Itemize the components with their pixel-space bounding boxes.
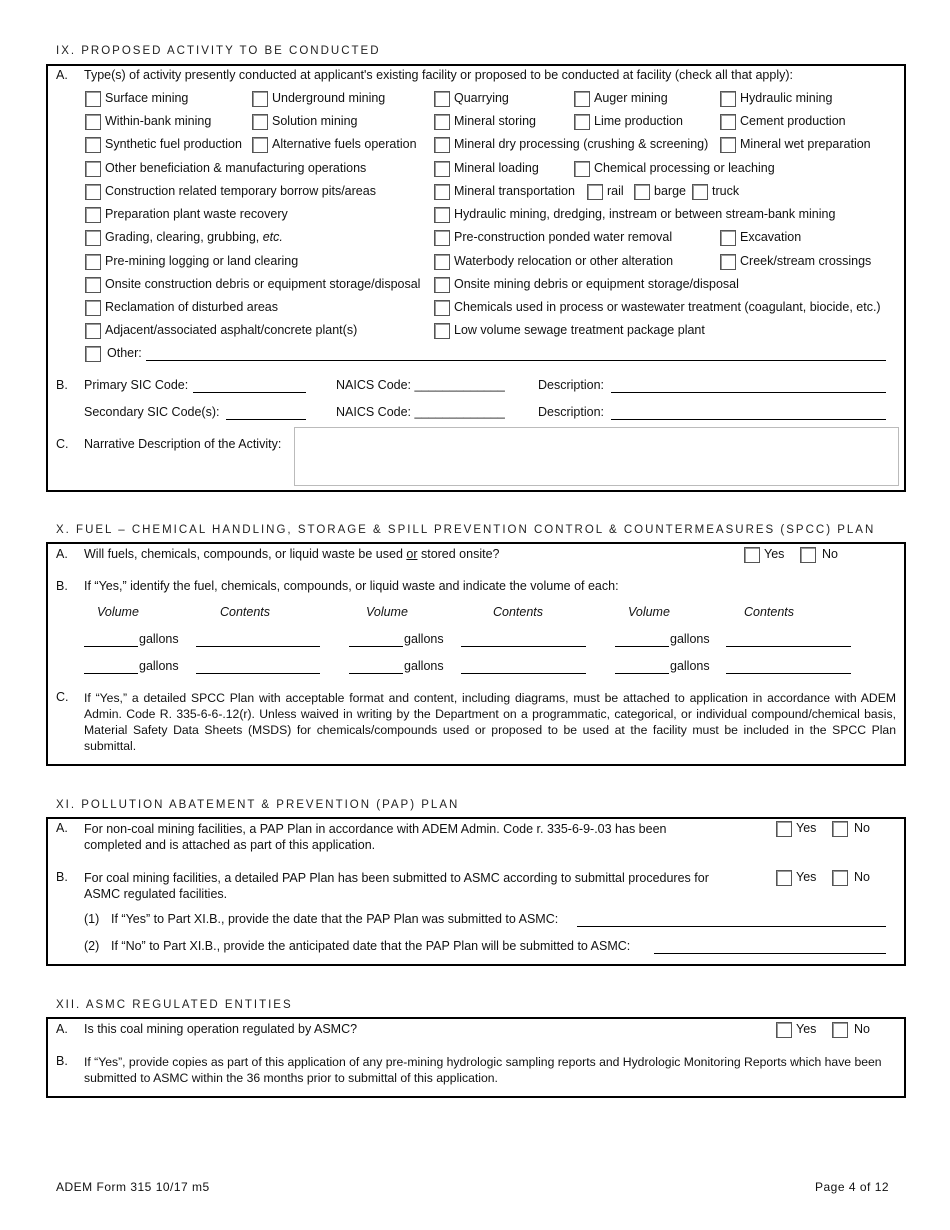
fuels-onsite-question [84,547,500,561]
quarrying-label: Quarrying [454,91,509,105]
contents-input[interactable] [196,673,320,674]
onsite-mining-label: Onsite mining debris or equipment storage/disposal [454,277,739,291]
page-number: Page 4 of 12 [815,1180,890,1194]
lime-production-checkbox[interactable] [574,114,590,130]
primary-sic-input[interactable] [193,392,306,393]
fuels-identify-text: If “Yes,” identify the fuel, chemicals, compounds, or liquid waste and indicate the volume of each: [84,579,619,593]
volume-input[interactable] [84,646,138,647]
rail-checkbox[interactable] [587,184,603,200]
pap-b-no-label: No [854,870,870,884]
onsite-construction-checkbox[interactable] [85,277,101,293]
chemical-processing-label: Chemical processing or leaching [594,161,775,175]
fuels-no-label: No [822,547,838,561]
cement-production-label: Cement production [740,114,846,128]
question-or: or [406,547,418,561]
borrow-pits-checkbox[interactable] [85,184,101,200]
premining-logging-label: Pre-mining logging or land clearing [105,254,299,268]
excavation-label: Excavation [740,230,802,244]
gallons-label: gallons [139,659,179,673]
excavation-checkbox[interactable] [720,230,736,246]
preconstruction-water-label: Pre-construction ponded water removal [454,230,673,244]
contents-input[interactable] [726,673,851,674]
item-a-letter: A. [56,1022,68,1036]
contents-input[interactable] [196,646,320,647]
chemical-processing-checkbox[interactable] [574,161,590,177]
volume-input[interactable] [84,673,138,674]
contents-header-2: Contents [493,605,544,619]
pap-submitted-date-input[interactable] [577,926,886,927]
contents-header-1: Contents [220,605,271,619]
prep-waste-label: Preparation plant waste recovery [105,207,288,221]
hydraulic-mining-checkbox[interactable] [720,91,736,107]
item-a-letter: A. [56,821,68,835]
description-label-2: Description: [538,405,604,419]
truck-checkbox[interactable] [692,184,708,200]
waterbody-relocation-label: Waterbody relocation or other alteration [454,254,674,268]
pap-a-no-checkbox[interactable] [832,821,848,837]
auger-mining-checkbox[interactable] [574,91,590,107]
q2-text: If “No” to Part XI.B., provide the anticipated date that the PAP Plan will be submitted to ASMC: [111,939,631,953]
narrative-label: Narrative Description of the Activity: [84,437,282,451]
contents-input[interactable] [461,673,586,674]
gallons-label: gallons [404,632,444,646]
contents-header-3: Contents [744,605,795,619]
mineral-wet-label: Mineral wet preparation [740,137,871,151]
premining-logging-checkbox[interactable] [85,254,101,270]
barge-checkbox[interactable] [634,184,650,200]
pap-coal-text: For coal mining facilities, a detailed PAP Plan has been submitted to ASMC according to submittal procedures for ASMC regulated facilities. [84,871,709,901]
underground-mining-checkbox[interactable] [252,91,268,107]
creek-crossings-checkbox[interactable] [720,254,736,270]
sewage-plant-label: Low volume sewage treatment package plant [454,323,705,337]
q1-text: If “Yes” to Part XI.B., provide the date that the PAP Plan was submitted to ASMC: [111,912,559,926]
mineral-loading-label: Mineral loading [454,161,539,175]
pap-anticipated-date-input[interactable] [654,953,886,954]
gallons-label: gallons [404,659,444,673]
description-input-2[interactable] [611,419,886,420]
rail-label: rail [607,184,624,198]
chemicals-treatment-checkbox[interactable] [434,300,450,316]
q2-number: (2) [84,939,100,953]
form-number: ADEM Form 315 10/17 m5 [56,1180,210,1194]
fuels-no-checkbox[interactable] [800,547,816,563]
surface-mining-label: Surface mining [105,91,189,105]
preconstruction-water-checkbox[interactable] [434,230,450,246]
secondary-sic-input[interactable] [226,419,306,420]
hydraulic-dredging-checkbox[interactable] [434,207,450,223]
auger-mining-label: Auger mining [594,91,668,105]
sewage-plant-checkbox[interactable] [434,323,450,339]
prep-waste-checkbox[interactable] [85,207,101,223]
item-a-letter: A. [56,547,68,561]
fuels-yes-label: Yes [764,547,785,561]
grading-label [105,230,283,244]
contents-input[interactable] [726,646,851,647]
section-10-title: X. FUEL – CHEMICAL HANDLING, STORAGE & SPILL PREVENTION CONTROL & COUNTERMEASURES (SPCC) PLAN [56,524,876,536]
asphalt-plant-checkbox[interactable] [85,323,101,339]
naics-code-2[interactable]: NAICS Code: _____________ [336,405,505,419]
naics-code-1[interactable]: NAICS Code: _____________ [336,378,505,392]
description-label-1: Description: [538,378,604,392]
spcc-plan-paragraph: If “Yes,” a detailed SPCC Plan with acceptable format and content, including diagrams, must be attached to application in accordance with ADEM Admin. Code R. 335-6-6-.12(r). Unless waived in writing by the Department on a programmatic, categorical, or individual compound/chemical basis, Material Safety Data Sheets (MSDS) for chemicals/compounds used or proposed to be used at the facility must be included in the SPCC Plan submittal. [84,691,896,753]
asmc-reports-text: If “Yes”, provide copies as part of this application of any pre-mining hydrologic sampling reports and Hydrologic Monitoring Reports which have been submitted to ASMC within the 36 months prior to submittal of this application. [84,1055,882,1085]
reclamation-checkbox[interactable] [85,300,101,316]
underground-mining-label: Underground mining [272,91,386,105]
asmc-no-label: No [854,1022,870,1036]
waterbody-relocation-checkbox[interactable] [434,254,450,270]
gallons-label: gallons [139,632,179,646]
mineral-storing-checkbox[interactable] [434,114,450,130]
asmc-yes-label: Yes [796,1022,817,1036]
narrative-textarea[interactable] [294,427,899,486]
barge-label: barge [654,184,686,198]
primary-sic-label: Primary SIC Code: [84,378,189,392]
mineral-loading-checkbox[interactable] [434,161,450,177]
asmc-regulated-question: Is this coal mining operation regulated by ASMC? [84,1022,358,1036]
item-b-letter: B. [56,378,68,392]
other-beneficiation-label: Other beneficiation & manufacturing operations [105,161,367,175]
item-a-letter: A. [56,68,68,82]
pap-noncoal-text: For non-coal mining facilities, a PAP Plan in accordance with ADEM Admin. Code r. 335-6-9-.03 has been completed and is attached as part of this application. [84,822,667,852]
volume-input[interactable] [615,646,669,647]
volume-input[interactable] [615,673,669,674]
fuels-yes-checkbox[interactable] [744,547,760,563]
mineral-storing-label: Mineral storing [454,114,536,128]
contents-input[interactable] [461,646,586,647]
pap-b-yes-label: Yes [796,870,817,884]
surface-mining-checkbox[interactable] [85,91,101,107]
mineral-dry-label: Mineral dry processing (crushing & screening) [454,137,709,151]
solution-mining-label: Solution mining [272,114,358,128]
mineral-transportation-checkbox[interactable] [434,184,450,200]
borrow-pits-label: Construction related temporary borrow pits/areas [105,184,376,198]
lime-production-label: Lime production [594,114,683,128]
cement-production-checkbox[interactable] [720,114,736,130]
other-checkbox[interactable] [85,346,101,362]
within-bank-label: Within-bank mining [105,114,212,128]
gallons-label: gallons [670,659,710,673]
pap-a-yes-checkbox[interactable] [776,821,792,837]
mineral-transportation-label: Mineral transportation [454,184,575,198]
mineral-dry-checkbox[interactable] [434,137,450,153]
pap-a-yes-label: Yes [796,821,817,835]
grading-etc: etc. [262,230,283,244]
grading-checkbox[interactable] [85,230,101,246]
within-bank-checkbox[interactable] [85,114,101,130]
pap-a-no-label: No [854,821,870,835]
description-input-1[interactable] [611,392,886,393]
pap-b-yes-checkbox[interactable] [776,870,792,886]
alternative-fuels-label: Alternative fuels operation [272,137,417,151]
mineral-wet-checkbox[interactable] [720,137,736,153]
asmc-yes-checkbox[interactable] [776,1022,792,1038]
item-b-letter: B. [56,1054,68,1068]
chemicals-treatment-label: Chemicals used in process or wastewater treatment (coagulant, biocide, etc.) [454,300,881,314]
volume-input[interactable] [349,646,403,647]
onsite-mining-checkbox[interactable] [434,277,450,293]
section-9-title: IX. PROPOSED ACTIVITY TO BE CONDUCTED [56,45,381,57]
volume-header-3: Volume [628,605,670,619]
volume-input[interactable] [349,673,403,674]
synthetic-fuel-checkbox[interactable] [85,137,101,153]
alternative-fuels-checkbox[interactable] [252,137,268,153]
other-beneficiation-checkbox[interactable] [85,161,101,177]
item-c-letter: C. [56,690,69,704]
solution-mining-checkbox[interactable] [252,114,268,130]
item-b-letter: B. [56,870,68,884]
hydraulic-mining-label: Hydraulic mining [740,91,833,105]
activity-instructions: Type(s) of activity presently conducted at applicant's existing facility or proposed to be conducted at facility (check all that apply): [84,68,793,82]
item-b-letter: B. [56,579,68,593]
other-label: Other: [107,346,142,360]
gallons-label: gallons [670,632,710,646]
q1-number: (1) [84,912,100,926]
synthetic-fuel-label: Synthetic fuel production [105,137,242,151]
section-12-title: XII. ASMC REGULATED ENTITIES [56,999,293,1011]
item-c-letter: C. [56,437,69,451]
question-part-2: stored onsite? [417,547,500,561]
grading-text: Grading, clearing, grubbing, [105,230,263,244]
hydraulic-dredging-label: Hydraulic mining, dredging, instream or between stream-bank mining [454,207,836,221]
quarrying-checkbox[interactable] [434,91,450,107]
section-11-title: XI. POLLUTION ABATEMENT & PREVENTION (PAP) PLAN [56,799,460,811]
reclamation-label: Reclamation of disturbed areas [105,300,279,314]
truck-label: truck [712,184,740,198]
volume-header-2: Volume [366,605,408,619]
question-part-1: Will fuels, chemicals, compounds, or liquid waste be used [84,547,407,561]
secondary-sic-label: Secondary SIC Code(s): [84,405,220,419]
pap-b-no-checkbox[interactable] [832,870,848,886]
volume-header-1: Volume [97,605,139,619]
asphalt-plant-label: Adjacent/associated asphalt/concrete plant(s) [105,323,358,337]
creek-crossings-label: Creek/stream crossings [740,254,872,268]
onsite-construction-label: Onsite construction debris or equipment storage/disposal [105,277,421,291]
asmc-no-checkbox[interactable] [832,1022,848,1038]
other-input-line[interactable] [146,360,886,361]
